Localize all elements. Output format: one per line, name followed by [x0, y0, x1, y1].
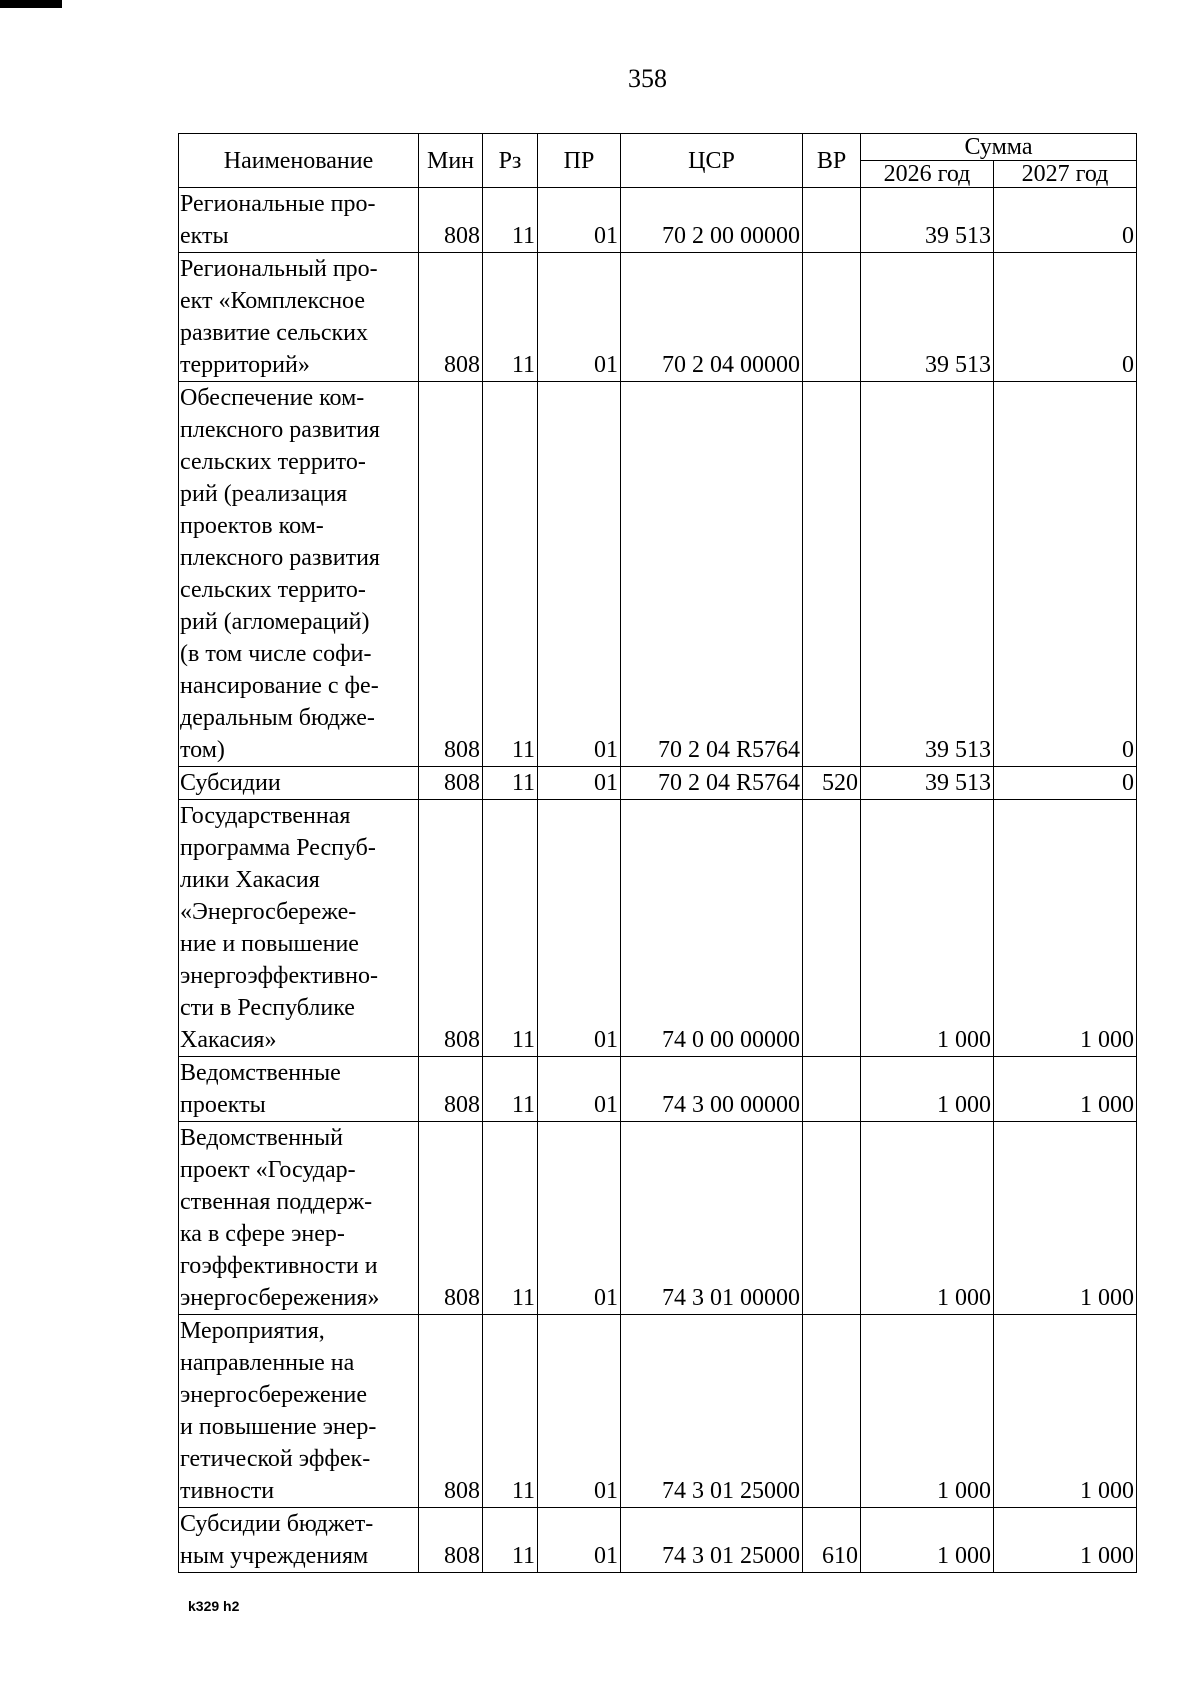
sum-2027-cell: 0 [994, 767, 1137, 800]
name-cell: Мероприятия, направленные на энергосбережение и повышение энер- гетической эффек- тивности [179, 1315, 419, 1508]
csr-cell: 74 0 00 00000 [621, 800, 803, 1057]
sum-2026-cell: 39 513 [861, 382, 994, 767]
table-row [179, 1508, 1137, 1573]
table-row [179, 253, 1137, 382]
min-cell: 808 [419, 767, 483, 800]
header-name: Наименование [179, 134, 419, 188]
pr-cell: 01 [538, 800, 621, 1057]
sum-2027-cell: 1 000 [994, 1057, 1137, 1122]
vr-cell [803, 1057, 861, 1122]
rz-cell: 11 [483, 382, 538, 767]
sum-2027-cell: 1 000 [994, 800, 1137, 1057]
vr-cell: 610 [803, 1508, 861, 1573]
header-rz: Рз [483, 134, 538, 188]
header-year-2027: 2027 год [994, 161, 1137, 188]
pr-cell: 01 [538, 1122, 621, 1315]
vr-cell [803, 188, 861, 253]
footer-code: k329 h2 [188, 1598, 240, 1614]
vr-cell [803, 800, 861, 1057]
min-cell: 808 [419, 1508, 483, 1573]
rz-cell: 11 [483, 1122, 538, 1315]
table-header [179, 134, 1137, 188]
sum-2027-cell: 0 [994, 188, 1137, 253]
vr-cell [803, 1122, 861, 1315]
page-number: 358 [628, 64, 667, 93]
header-min: Мин [419, 134, 483, 188]
pr-cell: 01 [538, 1508, 621, 1573]
sum-2026-cell: 39 513 [861, 188, 994, 253]
table-row [179, 1122, 1137, 1315]
pr-cell: 01 [538, 188, 621, 253]
min-cell: 808 [419, 1122, 483, 1315]
header-sum: Сумма [861, 134, 1137, 161]
table-row [179, 188, 1137, 253]
name-cell: Региональные про- екты [179, 188, 419, 253]
header-row [179, 134, 1137, 161]
sum-2027-cell: 0 [994, 253, 1137, 382]
pr-cell: 01 [538, 253, 621, 382]
header-csr: ЦСР [621, 134, 803, 188]
table-row [179, 800, 1137, 1057]
name-cell: Региональный про- ект «Комплексное развитие сельских территорий» [179, 253, 419, 382]
sum-2026-cell: 1 000 [861, 1315, 994, 1508]
sum-2026-cell: 1 000 [861, 1057, 994, 1122]
header-pr: ПР [538, 134, 621, 188]
min-cell: 808 [419, 188, 483, 253]
sum-2026-cell: 1 000 [861, 800, 994, 1057]
sum-2026-cell: 39 513 [861, 767, 994, 800]
rz-cell: 11 [483, 253, 538, 382]
rz-cell: 11 [483, 767, 538, 800]
min-cell: 808 [419, 253, 483, 382]
table-row [179, 1057, 1137, 1122]
min-cell: 808 [419, 382, 483, 767]
name-cell: Субсидии [179, 767, 419, 800]
name-cell: Ведомственные проекты [179, 1057, 419, 1122]
sum-2027-cell: 1 000 [994, 1122, 1137, 1315]
name-cell: Ведомственный проект «Государ- ственная поддерж- ка в сфере энер- гоэффективности и энергосбережения» [179, 1122, 419, 1315]
min-cell: 808 [419, 800, 483, 1057]
table-row [179, 767, 1137, 800]
csr-cell: 70 2 04 00000 [621, 253, 803, 382]
rz-cell: 11 [483, 1508, 538, 1573]
name-cell: Субсидии бюджет- ным учреждениям [179, 1508, 419, 1573]
csr-cell: 70 2 00 00000 [621, 188, 803, 253]
pr-cell: 01 [538, 767, 621, 800]
header-vr: ВР [803, 134, 861, 188]
csr-cell: 70 2 04 R5764 [621, 767, 803, 800]
rz-cell: 11 [483, 188, 538, 253]
sum-2026-cell: 1 000 [861, 1122, 994, 1315]
vr-cell [803, 382, 861, 767]
csr-cell: 70 2 04 R5764 [621, 382, 803, 767]
sum-2027-cell: 0 [994, 382, 1137, 767]
min-cell: 808 [419, 1315, 483, 1508]
rz-cell: 11 [483, 800, 538, 1057]
rz-cell: 11 [483, 1057, 538, 1122]
table-body [179, 188, 1137, 1573]
csr-cell: 74 3 00 00000 [621, 1057, 803, 1122]
table-row [179, 1315, 1137, 1508]
name-cell: Государственная программа Респуб- лики Хакасия «Энергосбереже- ние и повышение энергоэффективно- сти в Республике Хакасия» [179, 800, 419, 1057]
sum-2027-cell: 1 000 [994, 1508, 1137, 1573]
pr-cell: 01 [538, 1057, 621, 1122]
sum-2026-cell: 1 000 [861, 1508, 994, 1573]
name-cell: Обеспечение ком- плексного развития сельских террито- рий (реализация проектов ком- плексного развития сельских террито- рий (агломераций) (в том числе софи- нансирование с фе- деральным бюдже- том) [179, 382, 419, 767]
csr-cell: 74 3 01 25000 [621, 1508, 803, 1573]
vr-cell: 520 [803, 767, 861, 800]
scan-mark [0, 0, 62, 8]
sum-2026-cell: 39 513 [861, 253, 994, 382]
vr-cell [803, 1315, 861, 1508]
rz-cell: 11 [483, 1315, 538, 1508]
min-cell: 808 [419, 1057, 483, 1122]
csr-cell: 74 3 01 00000 [621, 1122, 803, 1315]
sum-2027-cell: 1 000 [994, 1315, 1137, 1508]
table-row [179, 382, 1137, 767]
pr-cell: 01 [538, 1315, 621, 1508]
budget-table [178, 133, 1137, 1573]
header-year-2026: 2026 год [861, 161, 994, 188]
vr-cell [803, 253, 861, 382]
pr-cell: 01 [538, 382, 621, 767]
csr-cell: 74 3 01 25000 [621, 1315, 803, 1508]
